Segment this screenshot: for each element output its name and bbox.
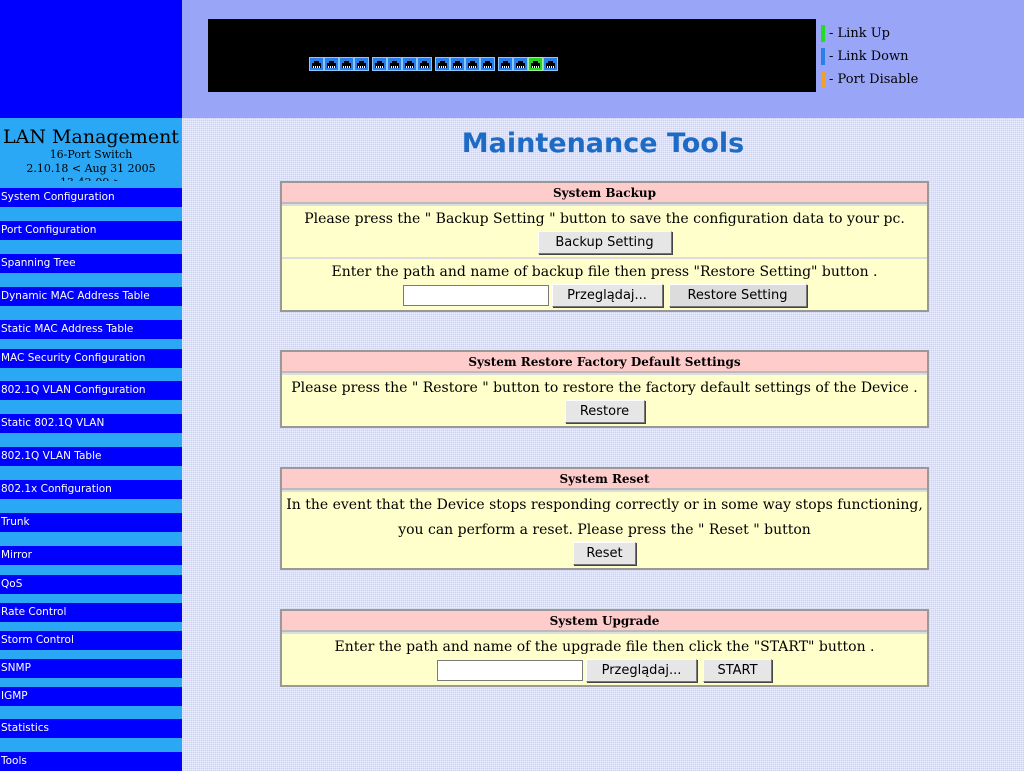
- port-8-icon[interactable]: [417, 57, 432, 71]
- sidebar-item-802-1x-configuration[interactable]: 802.1x Configuration: [0, 480, 182, 499]
- section-header: System Backup: [282, 183, 927, 204]
- restore-default-button[interactable]: Restore: [565, 400, 645, 423]
- port-11-icon[interactable]: [465, 57, 480, 71]
- port-6-icon[interactable]: [387, 57, 402, 71]
- system-backup-section: [280, 181, 929, 312]
- sidebar-item-mirror[interactable]: Mirror: [0, 546, 182, 565]
- upgrade-instructions: Enter the path and name of the upgrade file then click the "START" button .: [334, 639, 875, 655]
- port-group: [498, 57, 558, 71]
- legend-item: [821, 68, 918, 91]
- sidebar-menu: [0, 181, 182, 768]
- sidebar-item-qos[interactable]: QoS: [0, 575, 182, 594]
- system-reset-section: [280, 467, 929, 570]
- sidebar-item-tools[interactable]: Tools: [0, 752, 182, 771]
- sidebar-item-igmp[interactable]: IGMP: [0, 687, 182, 706]
- sidebar-item-storm-control[interactable]: Storm Control: [0, 631, 182, 650]
- port-status-row: [309, 57, 561, 71]
- restore-file-row: [282, 257, 927, 310]
- port-3-icon[interactable]: [339, 57, 354, 71]
- legend-label: - Port Disable: [829, 72, 919, 87]
- sidebar-item-port-configuration[interactable]: Port Configuration: [0, 221, 182, 240]
- legend-item: [821, 22, 918, 45]
- reset-instructions-line-1: In the event that the Device stops responding correctly or in some way stops functioning,: [286, 497, 923, 513]
- legend-label: - Link Up: [829, 26, 890, 41]
- start-upgrade-button[interactable]: START: [703, 659, 772, 682]
- restore-setting-button[interactable]: Restore Setting: [669, 284, 807, 307]
- browse-backup-file-button[interactable]: Przeglądaj...: [552, 284, 663, 307]
- port-5-icon[interactable]: [372, 57, 387, 71]
- port-12-icon[interactable]: [480, 57, 495, 71]
- legend-swatch: [821, 25, 825, 42]
- sidebar-item-802-1q-vlan-configuration[interactable]: 802.1Q VLAN Configuration: [0, 381, 182, 400]
- port-4-icon[interactable]: [354, 57, 369, 71]
- browse-upgrade-file-button[interactable]: Przeglądaj...: [586, 659, 697, 682]
- port-14-icon[interactable]: [513, 57, 528, 71]
- sidebar-item-statistics[interactable]: Statistics: [0, 719, 182, 738]
- sidebar-item-static-802-1q-vlan[interactable]: Static 802.1Q VLAN: [0, 414, 182, 433]
- sidebar-item-snmp[interactable]: SNMP: [0, 659, 182, 678]
- reset-button[interactable]: Reset: [573, 542, 636, 565]
- brand-block: [0, 118, 182, 181]
- port-group: [435, 57, 495, 71]
- legend-swatch: [821, 48, 825, 65]
- page-title: Maintenance Tools: [461, 128, 745, 159]
- sidebar-item-rate-control[interactable]: Rate Control: [0, 603, 182, 622]
- brand-model: 16-Port Switch: [49, 148, 133, 161]
- port-2-icon[interactable]: [324, 57, 339, 71]
- backup-instructions: Please press the " Backup Setting " button to save the configuration data to your pc.: [304, 211, 905, 227]
- section-header: System Reset: [282, 469, 927, 490]
- sidebar-item-mac-security-configuration[interactable]: MAC Security Configuration: [0, 349, 182, 368]
- port-13-icon[interactable]: [498, 57, 513, 71]
- port-9-icon[interactable]: [435, 57, 450, 71]
- legend-label: - Link Down: [829, 49, 909, 64]
- section-header: System Restore Factory Default Settings: [282, 352, 927, 373]
- section-header: System Upgrade: [282, 611, 927, 632]
- legend-swatch: [821, 71, 825, 88]
- sidebar-item-system-configuration[interactable]: System Configuration: [0, 188, 182, 207]
- backup-setting-button[interactable]: Backup Setting: [538, 231, 672, 254]
- port-1-icon[interactable]: [309, 57, 324, 71]
- sidebar-item-trunk[interactable]: Trunk: [0, 513, 182, 532]
- factory-default-section: [280, 350, 929, 428]
- port-group: [309, 57, 369, 71]
- top-banner: [182, 0, 1024, 118]
- factory-instructions: Please press the " Restore " button to restore the factory default settings of the Device .: [291, 380, 918, 396]
- sidebar-item-dynamic-mac-address-table[interactable]: Dynamic MAC Address Table: [0, 287, 182, 306]
- port-legend: [821, 22, 918, 91]
- backup-row: [282, 204, 927, 257]
- sidebar-item-static-mac-address-table[interactable]: Static MAC Address Table: [0, 320, 182, 339]
- port-16-icon[interactable]: [543, 57, 558, 71]
- firmware-version: 2.10.18 < Aug 31 2005: [26, 162, 156, 175]
- sidebar-item-spanning-tree[interactable]: Spanning Tree: [0, 254, 182, 273]
- port-group: [372, 57, 432, 71]
- port-15-icon[interactable]: [528, 57, 543, 71]
- system-upgrade-section: [280, 609, 929, 687]
- port-10-icon[interactable]: [450, 57, 465, 71]
- restore-file-instructions: Enter the path and name of backup file then press "Restore Setting" button .: [331, 264, 878, 280]
- upgrade-file-path-input[interactable]: [437, 660, 583, 681]
- top-left-block: [0, 0, 182, 118]
- port-7-icon[interactable]: [402, 57, 417, 71]
- legend-item: [821, 45, 918, 68]
- switch-front-panel: [208, 19, 816, 92]
- backup-file-path-input[interactable]: [403, 285, 549, 306]
- brand-title: LAN Management: [3, 126, 179, 148]
- sidebar-item-802-1q-vlan-table[interactable]: 802.1Q VLAN Table: [0, 447, 182, 466]
- reset-instructions-line-2: you can perform a reset. Please press the " Reset " button: [398, 522, 811, 538]
